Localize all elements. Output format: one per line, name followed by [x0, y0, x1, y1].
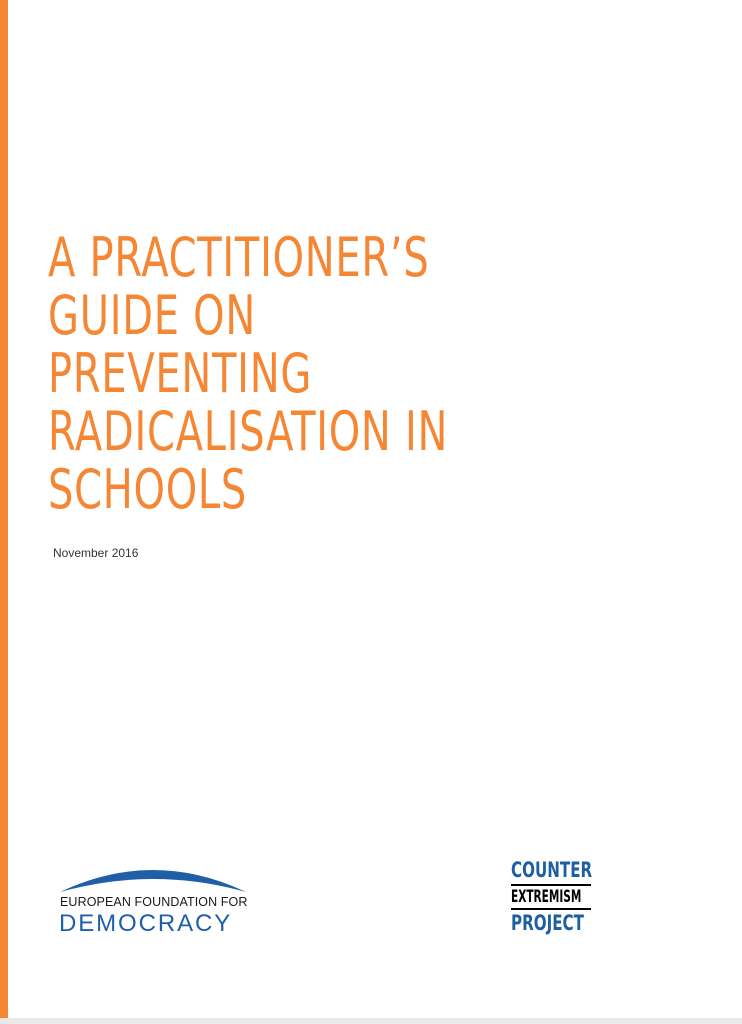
title-line: SCHOOLS [48, 458, 248, 521]
cep-logo [511, 858, 593, 935]
efd-logo-text-top: EUROPEAN FOUNDATION FOR [60, 895, 248, 909]
title-line: PREVENTING [48, 342, 313, 405]
title-line: A PRACTITIONER’S [48, 226, 430, 289]
cover-title [48, 226, 708, 521]
cep-logo-rule-box [511, 884, 591, 910]
accent-bar [0, 0, 8, 1024]
cep-logo-counter: COUNTER [511, 858, 593, 882]
efd-logo-text-bottom: DEMOCRACY [59, 910, 233, 937]
cep-logo-project: PROJECT [511, 911, 584, 935]
title-line: RADICALISATION IN [48, 400, 449, 463]
page-bottom-edge [0, 1018, 742, 1024]
cep-logo-extremism: EXTREMISM [511, 887, 582, 907]
efd-logo [58, 856, 248, 940]
title-line: GUIDE ON [48, 284, 256, 347]
publication-date: November 2016 [53, 546, 139, 560]
efd-arc-icon [60, 856, 246, 896]
